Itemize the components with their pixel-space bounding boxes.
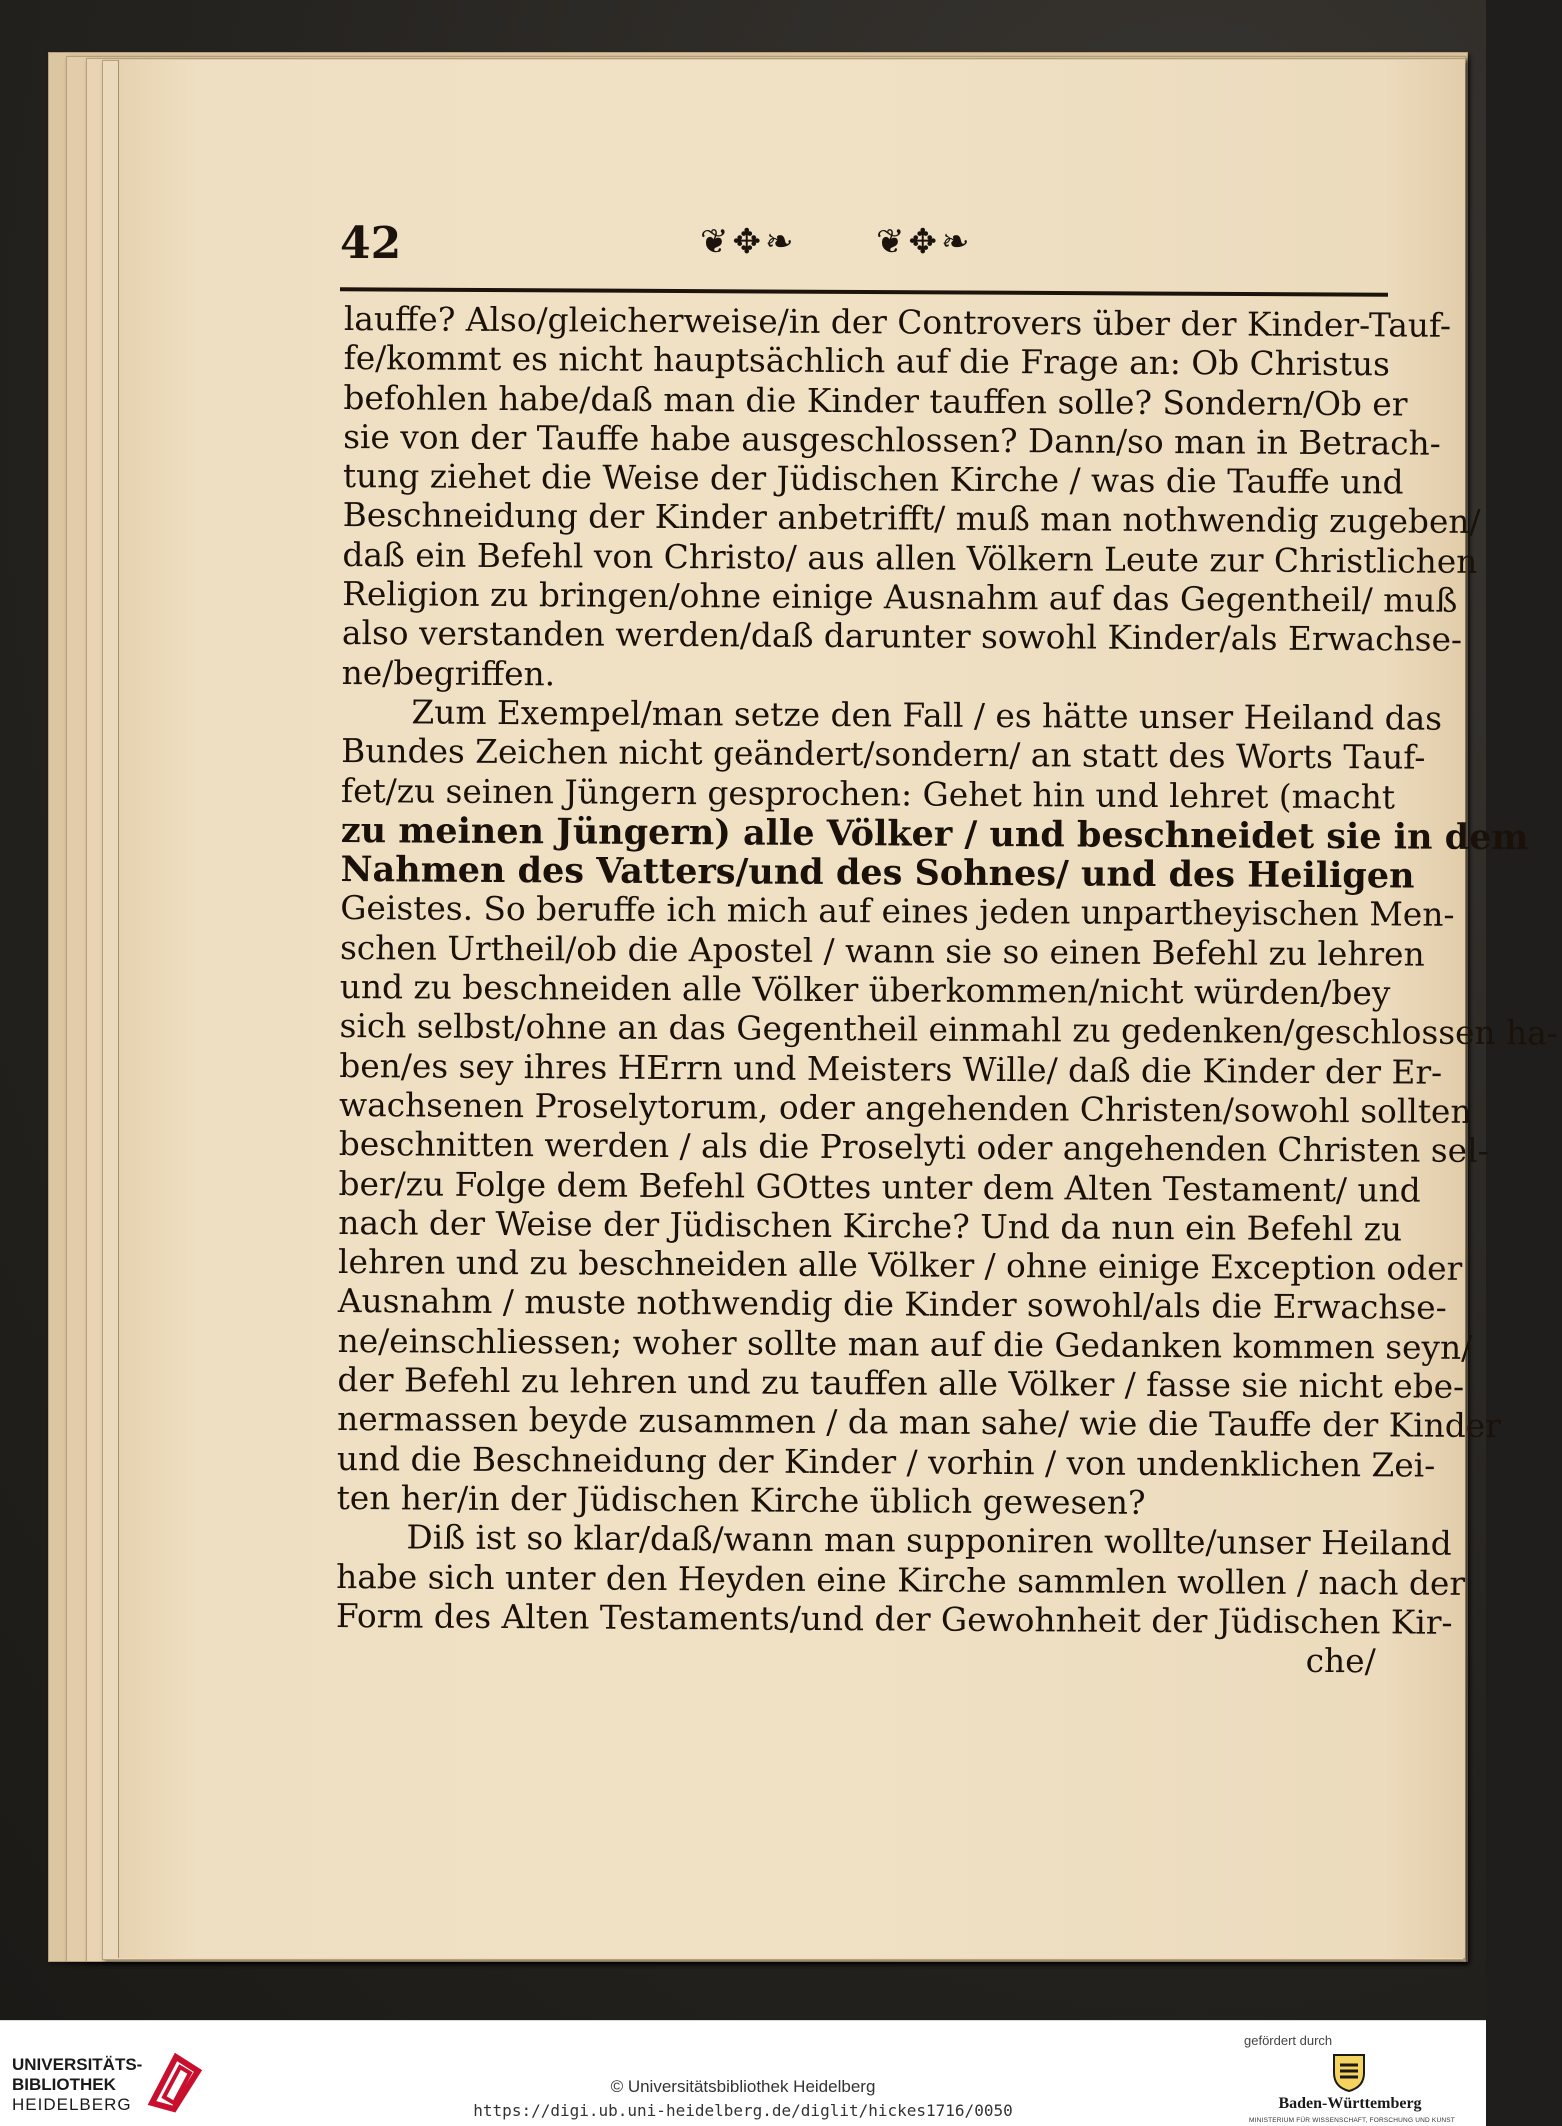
text-line: sich selbst/ohne an das Gegentheil einmahl zu gedenken/geschlossen ha-	[339, 1007, 1558, 1053]
text-line: habe sich unter den Heyden eine Kirche sammlen wollen / nach der	[336, 1557, 1466, 1603]
text-line: sie von der Tauffe habe ausgeschlossen? Dann/so man in Betrach-	[343, 417, 1441, 463]
library-footer	[0, 2020, 1486, 2126]
funded-by-label: gefördert durch	[1244, 2033, 1333, 2048]
ornament-icon: ❦✥❧	[700, 222, 798, 262]
text-line: Bundes Zeichen nicht geändert/sondern/ an statt des Worts Tauf-	[341, 732, 1426, 777]
sponsor-ministry: MINISTERIUM FÜR WISSENSCHAFT, FORSCHUNG UND KUNST	[1249, 2117, 1455, 2124]
text-line: zu meinen Jüngern) alle Völker / und beschneidet sie in dem	[340, 809, 1529, 859]
text-line: wachsenen Proselytorum, oder angehenden Christen/sowohl sollten	[338, 1085, 1472, 1131]
text-line: Geistes. So beruffe ich mich auf eines jeden unpartheyischen Men-	[340, 889, 1455, 935]
text-line: Religion zu bringen/ohne einige Ausnahm auf das Gegentheil/ muß	[342, 575, 1458, 620]
text-line: fet/zu seinen Jüngern gesprochen: Gehet hin und lehret (macht	[340, 771, 1396, 816]
paragraph	[341, 300, 1481, 699]
page-number: 42	[340, 218, 402, 269]
text-line: daß ein Befehl von Christo/ aus allen Völkern Leute zur Christlichen	[342, 535, 1478, 581]
page-text	[335, 300, 1558, 1682]
text-line: und die Beschneidung der Kinder / vorhin / von undenklichen Zei-	[336, 1439, 1436, 1485]
text-line: also verstanden werden/daß darunter sowohl Kinder/als Erwachse-	[341, 614, 1463, 660]
text-line: nach der Weise der Jüdischen Kirche? Und da nun ein Befehl zu	[338, 1203, 1403, 1249]
text-line: Beschneidung der Kinder anbetrifft/ muß man nothwendig zugeben/	[342, 496, 1481, 542]
text-line: der Befehl zu lehren und zu tauffen alle Völker / fasse sie nicht ebe-	[337, 1360, 1465, 1406]
text-line: ber/zu Folge dem Befehl GOttes unter dem Alten Testament/ und	[338, 1164, 1421, 1210]
text-line: nermassen beyde zusammen / da man sahe/ wie die Tauffe der Kinder	[337, 1400, 1502, 1446]
text-line: lauffe? Also/gleicherweise/in der Controvers über der Kinder-Tauf-	[343, 300, 1452, 345]
copyright-notice: © Universitätsbibliothek Heidelberg	[610, 2077, 876, 2096]
text-line: schen Urtheil/ob die Apostel / wann sie so einen Befehl zu lehren	[339, 928, 1425, 974]
text-line: lehren und zu beschneiden alle Völker / ohne einige Exception oder	[338, 1243, 1463, 1288]
text-line: fe/kommt es nicht hauptsächlich auf die Frage an: Ob Christus	[343, 339, 1391, 384]
text-line: Zum Exempel/man setze den Fall / es hätte unser Heiland das	[411, 693, 1443, 738]
text-line: ne/begriffen.	[341, 653, 556, 693]
paragraph	[335, 1518, 1466, 1682]
text-line: Nahmen des Vatters/und des Sohnes/ und des Heiligen	[340, 849, 1415, 897]
text-line: ben/es sey ihres HErrn und Meisters Wille/ daß die Kinder der Er-	[339, 1046, 1443, 1092]
text-line: Form des Alten Testaments/und der Gewohnheit der Jüdischen Kir-	[335, 1596, 1453, 1642]
permalink-url[interactable]: https://digi.ub.uni-heidelberg.de/diglit/hickes1716/0050	[473, 2101, 1013, 2120]
text-line: Ausnahm / muste nothwendig die Kinder sowohl/als die Erwachse-	[337, 1282, 1447, 1328]
library-name-line: HEIDELBERG	[12, 2095, 132, 2114]
text-line: ne/einschliessen; woher sollte man auf die Gedanken kommen seyn/	[337, 1321, 1473, 1367]
catchword: che/	[1305, 1641, 1376, 1681]
text-line: Diß ist so klar/daß/wann man supponiren wollte/unser Heiland	[406, 1518, 1452, 1563]
sponsor-name: Baden-Württemberg	[1278, 2095, 1422, 2112]
text-line: beschnitten werden / als die Proselyti oder angehenden Christen sel-	[338, 1125, 1489, 1171]
paragraph	[336, 693, 1558, 1525]
text-line: und zu beschneiden alle Völker überkommen/nicht würden/bey	[339, 968, 1391, 1013]
text-line: ten her/in der Jüdischen Kirche üblich gewesen?	[336, 1478, 1146, 1522]
library-name-line: BIBLIOTHEK	[12, 2075, 116, 2094]
ornament-icon: ❦✥❧	[876, 222, 974, 262]
text-line: tung ziehet die Weise der Jüdischen Kirche / was die Tauffe und	[342, 457, 1404, 502]
text-line: befohlen habe/daß man die Kinder tauffen solle? Sondern/Ob er	[343, 378, 1408, 424]
state-crest-icon	[1330, 2051, 1368, 2093]
library-name-line: UNIVERSITÄTS-	[12, 2055, 143, 2074]
